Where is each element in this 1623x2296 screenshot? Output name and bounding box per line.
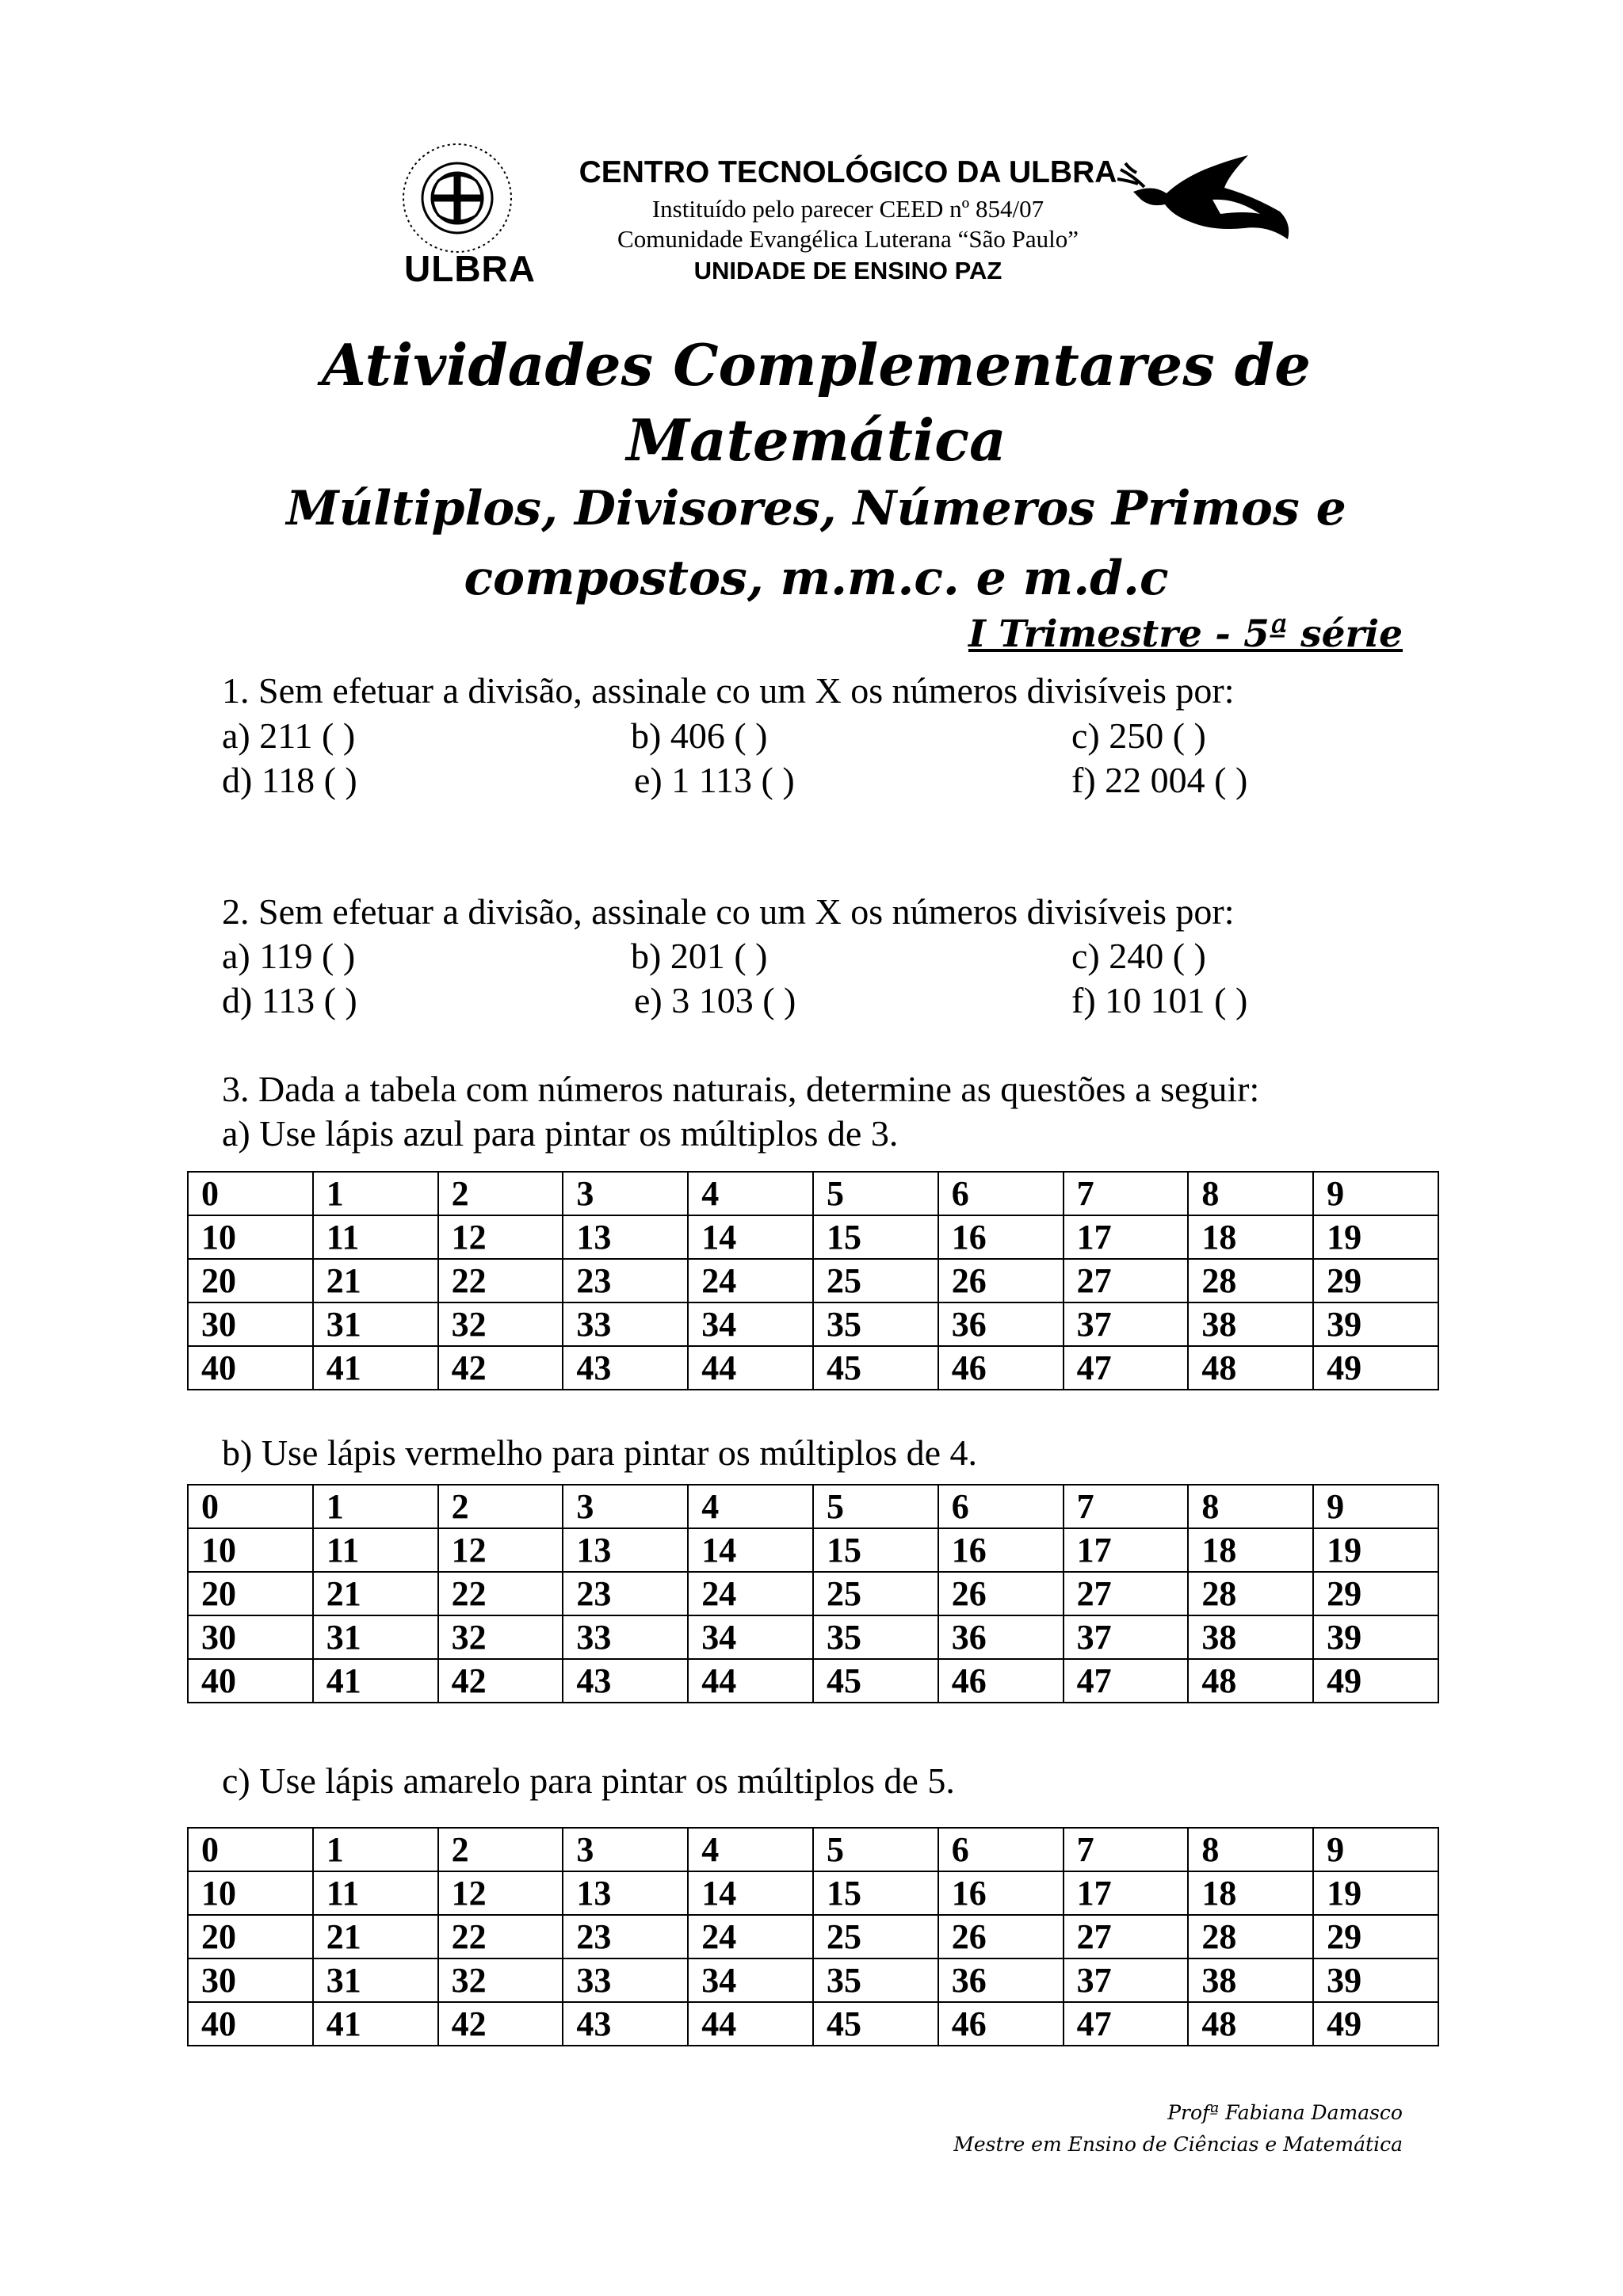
number-cell[interactable]: 32 [438,1302,563,1346]
number-cell[interactable]: 14 [688,1528,813,1572]
number-cell[interactable]: 27 [1064,1915,1189,1958]
q2-prompt: 2. Sem efetuar a divisão, assinale co um X os números divisíveis por: [222,891,1235,932]
number-cell[interactable]: 18 [1188,1871,1313,1915]
number-cell[interactable]: 48 [1188,1346,1313,1390]
q1-prompt: 1. Sem efetuar a divisão, assinale co um X os números divisíveis por: [222,670,1235,711]
table-row [188,1615,1438,1659]
q3-prompt: 3. Dada a tabela com números naturais, determine as questões a seguir: [222,1069,1260,1109]
page-title-line2: Matemática [626,406,1006,474]
table-row [188,1302,1438,1346]
number-cell[interactable]: 9 [1313,1485,1438,1528]
number-cell[interactable]: 28 [1188,1259,1313,1302]
number-cell[interactable]: 23 [563,1915,688,1958]
number-cell[interactable]: 11 [313,1528,438,1572]
institution-name: CENTRO TECNOLÓGICO DA ULBRA [579,155,1117,189]
number-cell[interactable]: 19 [1313,1215,1438,1259]
number-cell[interactable]: 30 [188,1302,313,1346]
number-cell[interactable]: 5 [813,1172,938,1215]
number-cell[interactable]: 34 [688,1302,813,1346]
q2-item-c: c) 240 ( ) [1071,936,1206,976]
number-cell[interactable]: 3 [563,1485,688,1528]
number-cell[interactable]: 26 [938,1259,1064,1302]
number-cell[interactable]: 29 [1313,1259,1438,1302]
number-cell[interactable]: 11 [313,1215,438,1259]
number-cell[interactable]: 28 [1188,1915,1313,1958]
number-cell[interactable]: 4 [688,1485,813,1528]
number-cell[interactable]: 5 [813,1485,938,1528]
number-cell[interactable]: 25 [813,1259,938,1302]
q3-part-b: b) Use lápis vermelho para pintar os múltiplos de 4. [222,1432,978,1473]
number-cell[interactable]: 24 [688,1572,813,1615]
number-cell[interactable]: 21 [313,1259,438,1302]
number-cell[interactable]: 49 [1313,1659,1438,1703]
institution-community: Comunidade Evangélica Luterana “São Paulo” [617,225,1079,253]
number-cell[interactable]: 38 [1188,1958,1313,2002]
number-cell[interactable]: 17 [1064,1871,1189,1915]
number-cell[interactable]: 44 [688,2002,813,2046]
number-cell[interactable]: 25 [813,1915,938,1958]
number-cell[interactable]: 40 [188,1659,313,1703]
number-cell[interactable]: 37 [1064,1615,1189,1659]
page-subtitle-line2: compostos, m.m.c. e m.d.c [464,551,1169,606]
q3-part-c: c) Use lápis amarelo para pintar os múltiplos de 5. [222,1760,955,1801]
number-cell[interactable]: 31 [313,1958,438,2002]
q2-item-e: e) 3 103 ( ) [634,980,796,1020]
number-cell[interactable]: 0 [188,1172,313,1215]
number-cell[interactable]: 16 [938,1528,1064,1572]
number-cell[interactable]: 36 [938,1302,1064,1346]
number-cell[interactable]: 12 [438,1528,563,1572]
number-cell[interactable]: 40 [188,1346,313,1390]
number-cell[interactable]: 26 [938,1915,1064,1958]
number-cell[interactable]: 1 [313,1172,438,1215]
number-cell[interactable]: 41 [313,1346,438,1390]
number-cell[interactable]: 32 [438,1958,563,2002]
number-cell[interactable]: 3 [563,1172,688,1215]
number-cell[interactable]: 42 [438,1346,563,1390]
number-cell[interactable]: 19 [1313,1871,1438,1915]
number-cell[interactable]: 15 [813,1528,938,1572]
number-cell[interactable]: 1 [313,1485,438,1528]
number-cell[interactable]: 37 [1064,1958,1189,2002]
table-row [188,1485,1438,1528]
number-cell[interactable]: 48 [1188,1659,1313,1703]
table-row [188,1572,1438,1615]
number-cell[interactable]: 19 [1313,1528,1438,1572]
number-cell[interactable]: 45 [813,1346,938,1390]
number-cell[interactable]: 22 [438,1572,563,1615]
number-cell[interactable]: 41 [313,1659,438,1703]
number-cell[interactable]: 6 [938,1828,1064,1871]
q1-item-a: a) 211 ( ) [222,715,356,756]
number-cell[interactable]: 10 [188,1871,313,1915]
q2-item-b: b) 201 ( ) [631,936,768,976]
number-cell[interactable]: 36 [938,1615,1064,1659]
author-name: Profª Fabiana Damasco [1167,2101,1403,2124]
number-cell[interactable]: 13 [563,1528,688,1572]
table-row [188,1172,1438,1215]
number-cell[interactable]: 30 [188,1958,313,2002]
number-cell[interactable]: 5 [813,1828,938,1871]
number-cell[interactable]: 41 [313,2002,438,2046]
number-cell[interactable]: 6 [938,1172,1064,1215]
number-cell[interactable]: 45 [813,2002,938,2046]
q2-item-f: f) 10 101 ( ) [1071,980,1248,1020]
number-cell[interactable]: 31 [313,1302,438,1346]
q1-item-d: d) 118 ( ) [222,760,357,800]
number-table-multiples-of-4 [187,1484,1439,1703]
table-row [188,1528,1438,1572]
q3-part-a: a) Use lápis azul para pintar os múltiplos de 3. [222,1113,899,1154]
table-row [188,2002,1438,2046]
table-row [188,1659,1438,1703]
number-cell[interactable]: 17 [1064,1528,1189,1572]
number-cell[interactable]: 13 [563,1215,688,1259]
number-cell[interactable]: 22 [438,1259,563,1302]
number-cell[interactable]: 36 [938,1958,1064,2002]
number-cell[interactable]: 7 [1064,1172,1189,1215]
dove-icon [1117,152,1296,243]
number-cell[interactable]: 18 [1188,1215,1313,1259]
number-cell[interactable]: 35 [813,1302,938,1346]
number-cell[interactable]: 33 [563,1302,688,1346]
number-cell[interactable]: 29 [1313,1915,1438,1958]
number-cell[interactable]: 21 [313,1572,438,1615]
q1-item-f: f) 22 004 ( ) [1071,760,1248,800]
number-cell[interactable]: 43 [563,2002,688,2046]
number-cell[interactable]: 9 [1313,1828,1438,1871]
institution-decree: Instituído pelo parecer CEED nº 854/07 [651,195,1044,223]
number-cell[interactable]: 44 [688,1346,813,1390]
number-cell[interactable]: 39 [1313,1302,1438,1346]
number-cell[interactable]: 33 [563,1615,688,1659]
institution-unit: UNIDADE DE ENSINO PAZ [693,257,1002,284]
number-cell[interactable]: 20 [188,1915,313,1958]
number-cell[interactable]: 24 [688,1259,813,1302]
q1-item-e: e) 1 113 ( ) [634,760,795,800]
number-cell[interactable]: 46 [938,1659,1064,1703]
number-cell[interactable]: 16 [938,1871,1064,1915]
number-cell[interactable]: 2 [438,1828,563,1871]
number-cell[interactable]: 25 [813,1572,938,1615]
number-cell[interactable]: 4 [688,1172,813,1215]
number-cell[interactable]: 13 [563,1871,688,1915]
number-cell[interactable]: 4 [688,1828,813,1871]
table-row [188,1259,1438,1302]
number-cell[interactable]: 34 [688,1958,813,2002]
number-cell[interactable]: 37 [1064,1302,1189,1346]
number-cell[interactable]: 2 [438,1485,563,1528]
number-cell[interactable]: 1 [313,1828,438,1871]
number-cell[interactable]: 34 [688,1615,813,1659]
table-row [188,1215,1438,1259]
number-cell[interactable]: 24 [688,1915,813,1958]
number-cell[interactable]: 15 [813,1215,938,1259]
q1-item-b: b) 406 ( ) [631,715,768,756]
table-row [188,1346,1438,1390]
number-cell[interactable]: 15 [813,1871,938,1915]
number-cell[interactable]: 38 [1188,1615,1313,1659]
number-cell[interactable]: 26 [938,1572,1064,1615]
number-cell[interactable]: 32 [438,1615,563,1659]
number-cell[interactable]: 27 [1064,1572,1189,1615]
number-cell[interactable]: 18 [1188,1528,1313,1572]
number-cell[interactable]: 43 [563,1659,688,1703]
number-cell[interactable]: 43 [563,1346,688,1390]
number-cell[interactable]: 14 [688,1215,813,1259]
number-cell[interactable]: 38 [1188,1302,1313,1346]
trimestre-label: I Trimestre - 5ª série [968,612,1403,656]
number-table-multiples-of-3 [187,1171,1439,1390]
q1-item-c: c) 250 ( ) [1071,715,1206,756]
number-cell[interactable]: 35 [813,1958,938,2002]
q2-item-d: d) 113 ( ) [222,980,357,1020]
q2-item-a: a) 119 ( ) [222,936,356,976]
page-title-line1: Atividades Complementares de [322,331,1311,399]
number-cell[interactable]: 47 [1064,2002,1189,2046]
number-cell[interactable]: 30 [188,1615,313,1659]
author-credential: Mestre em Ensino de Ciências e Matemática [953,2133,1403,2156]
number-cell[interactable]: 21 [313,1915,438,1958]
number-cell[interactable]: 9 [1313,1172,1438,1215]
number-cell[interactable]: 6 [938,1485,1064,1528]
number-cell[interactable]: 49 [1313,2002,1438,2046]
number-cell[interactable]: 10 [188,1528,313,1572]
table-row [188,1958,1438,2002]
number-cell[interactable]: 0 [188,1828,313,1871]
number-cell[interactable]: 48 [1188,2002,1313,2046]
number-cell[interactable]: 8 [1188,1485,1313,1528]
number-cell[interactable]: 44 [688,1659,813,1703]
number-cell[interactable]: 2 [438,1172,563,1215]
table-row [188,1915,1438,1958]
number-cell[interactable]: 23 [563,1259,688,1302]
number-cell[interactable]: 11 [313,1871,438,1915]
number-cell[interactable]: 35 [813,1615,938,1659]
number-cell[interactable]: 40 [188,2002,313,2046]
ulbra-seal-icon [400,141,515,256]
number-cell[interactable]: 8 [1188,1172,1313,1215]
number-cell[interactable]: 12 [438,1871,563,1915]
number-cell[interactable]: 42 [438,1659,563,1703]
number-cell[interactable]: 42 [438,2002,563,2046]
number-cell[interactable]: 17 [1064,1215,1189,1259]
number-cell[interactable]: 14 [688,1871,813,1915]
number-cell[interactable]: 39 [1313,1958,1438,2002]
number-cell[interactable]: 33 [563,1958,688,2002]
number-cell[interactable]: 0 [188,1485,313,1528]
number-cell[interactable]: 20 [188,1259,313,1302]
number-cell[interactable]: 7 [1064,1828,1189,1871]
number-cell[interactable]: 12 [438,1215,563,1259]
number-cell[interactable]: 49 [1313,1346,1438,1390]
ulbra-logo: ULBRA [404,248,536,289]
number-cell[interactable]: 8 [1188,1828,1313,1871]
number-cell[interactable]: 22 [438,1915,563,1958]
table-row [188,1871,1438,1915]
number-cell[interactable]: 28 [1188,1572,1313,1615]
number-cell[interactable]: 10 [188,1215,313,1259]
number-cell[interactable]: 7 [1064,1485,1189,1528]
number-cell[interactable]: 47 [1064,1346,1189,1390]
number-table-multiples-of-5 [187,1827,1439,2046]
number-cell[interactable]: 46 [938,1346,1064,1390]
number-cell[interactable]: 29 [1313,1572,1438,1615]
number-cell[interactable]: 45 [813,1659,938,1703]
number-cell[interactable]: 23 [563,1572,688,1615]
number-cell[interactable]: 3 [563,1828,688,1871]
table-row [188,1828,1438,1871]
number-cell[interactable]: 16 [938,1215,1064,1259]
number-cell[interactable]: 20 [188,1572,313,1615]
number-cell[interactable]: 47 [1064,1659,1189,1703]
number-cell[interactable]: 31 [313,1615,438,1659]
page-subtitle-line1: Múltiplos, Divisores, Números Primos e [286,481,1346,536]
number-cell[interactable]: 46 [938,2002,1064,2046]
number-cell[interactable]: 27 [1064,1259,1189,1302]
number-cell[interactable]: 39 [1313,1615,1438,1659]
